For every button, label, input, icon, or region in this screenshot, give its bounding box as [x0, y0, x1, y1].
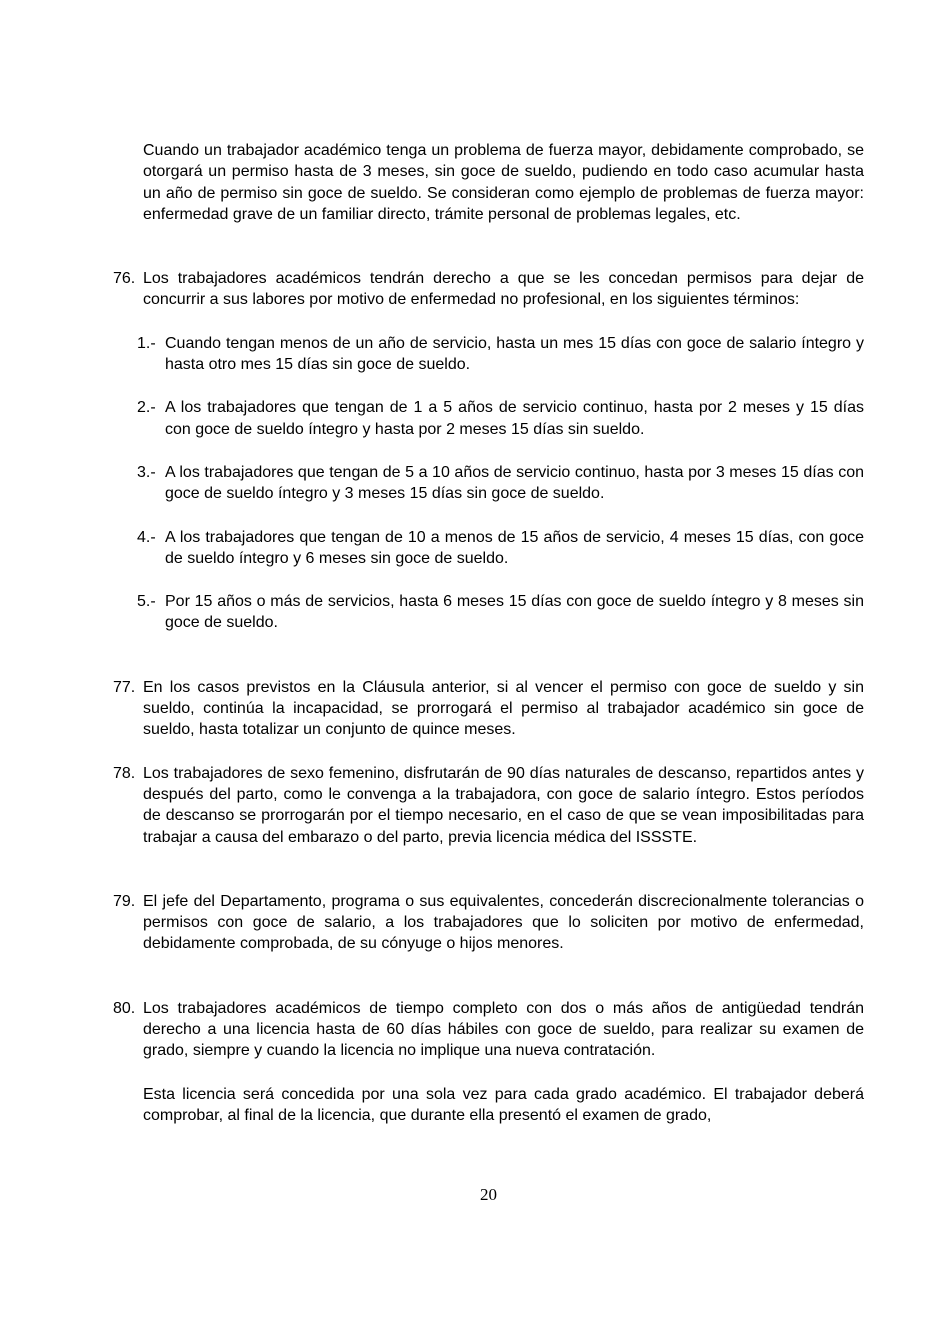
subitem-4-text: A los trabajadores que tengan de 10 a menos de 15 años de servicio, 4 meses 15 días, con goce de sueldo íntegro y 6 meses sin goce de sueldo. — [165, 528, 864, 567]
subitem-2-text: A los trabajadores que tengan de 1 a 5 años de servicio continuo, hasta por 2 meses y 15 días con goce de sueldo íntegro y hasta por 2 meses 15 días sin sueldo. — [165, 399, 864, 438]
subitem-1-number: 1.- — [137, 334, 156, 352]
clause-76-subitem-4 — [137, 527, 864, 570]
clause-78-number: 78. — [113, 764, 136, 782]
clause-79 — [113, 891, 864, 955]
subitem-1-text: Cuando tengan menos de un año de servicio, hasta un mes 15 días con goce de salario íntegro y hasta otro mes 15 días sin goce de sueldo. — [165, 334, 864, 374]
clause-77-number: 77. — [113, 678, 136, 696]
subitem-5-text: Por 15 años o más de servicios, hasta 6 meses 15 días con goce de sueldo íntegro y 8 meses sin goce de sueldo. — [165, 593, 864, 632]
clause-76 — [113, 268, 864, 311]
clause-76-number: 76. — [113, 270, 136, 288]
subitem-3-number: 3.- — [137, 463, 156, 481]
clause-80 — [113, 998, 864, 1062]
clause-78-text: Los trabajadores de sexo femenino, disfrutarán de 90 días naturales de descanso, repartidos antes y después del parto, como le convenga a la trabajadora, con goce de salario íntegro. Estos períodos de descanso se prorrogarán por el tiempo necesario, en el caso de que se vean imposibilitadas para trabajar a causa del embarazo o del parto, previa licencia médica del ISSSTE. — [143, 764, 864, 846]
clause-78 — [113, 763, 864, 848]
subitem-2-number: 2.- — [137, 399, 156, 417]
clause-76-subitem-1 — [137, 333, 864, 376]
clause-77 — [113, 677, 864, 741]
intro-paragraph: Cuando un trabajador académico tenga un problema de fuerza mayor, debidamente comprobado, se otorgará un permiso hasta de 3 meses, sin goce de sueldo, pudiendo en todo caso acumular hasta un año de permiso sin goce de sueldo. Se consideran como ejemplo de problemas de fuerza mayor: enfermedad grave de un familiar directo, trámite personal de problemas legales, etc. — [143, 142, 864, 223]
subitem-3-text: A los trabajadores que tengan de 5 a 10 años de servicio continuo, hasta por 3 meses 15 días con goce de sueldo íntegro y 3 meses 15 días sin goce de sueldo. — [165, 463, 864, 503]
clause-76-subitem-5 — [137, 591, 864, 634]
clause-80-number: 80. — [113, 999, 136, 1017]
subitem-4-number: 4.- — [137, 528, 156, 546]
clause-80-text: Los trabajadores académicos de tiempo completo con dos o más años de antigüedad tendrán derecho a una licencia hasta de 60 días hábiles con goce de sueldo, para realizar su examen de grado, siempre y cuando la licencia no implique una nueva contratación. — [143, 999, 864, 1060]
clause-77-text: En los casos previstos en la Cláusula anterior, si al vencer el permiso con goce de sueldo y sin sueldo, continúa la incapacidad, se prorrogará el permiso al trabajador académico sin goce de sueldo, hasta totalizar un conjunto de quince meses. — [143, 678, 864, 739]
clause-76-subitem-2 — [137, 397, 864, 440]
page-number: 20 — [480, 1185, 497, 1204]
clause-76-text: Los trabajadores académicos tendrán derecho a que se les concedan permisos para dejar de concurrir a sus labores por motivo de enfermedad no profesional, en los siguientes términos: — [143, 270, 864, 309]
clause-76-subitem-3 — [137, 462, 864, 505]
clause-80-continuation: Esta licencia será concedida por una sola vez para cada grado académico. El trabajador deberá comprobar, al final de la licencia, que durante ella presentó el examen de grado, — [143, 1085, 864, 1124]
clause-79-text: El jefe del Departamento, programa o sus equivalentes, concederán discrecionalmente tolerancias o permisos con goce de salario, a los trabajadores que lo soliciten por motivo de enfermedad, debidamente comprobada, de su cónyuge o hijos menores. — [143, 892, 864, 953]
page-content — [113, 140, 864, 1126]
subitem-5-number: 5.- — [137, 593, 156, 611]
clause-79-number: 79. — [113, 892, 136, 910]
